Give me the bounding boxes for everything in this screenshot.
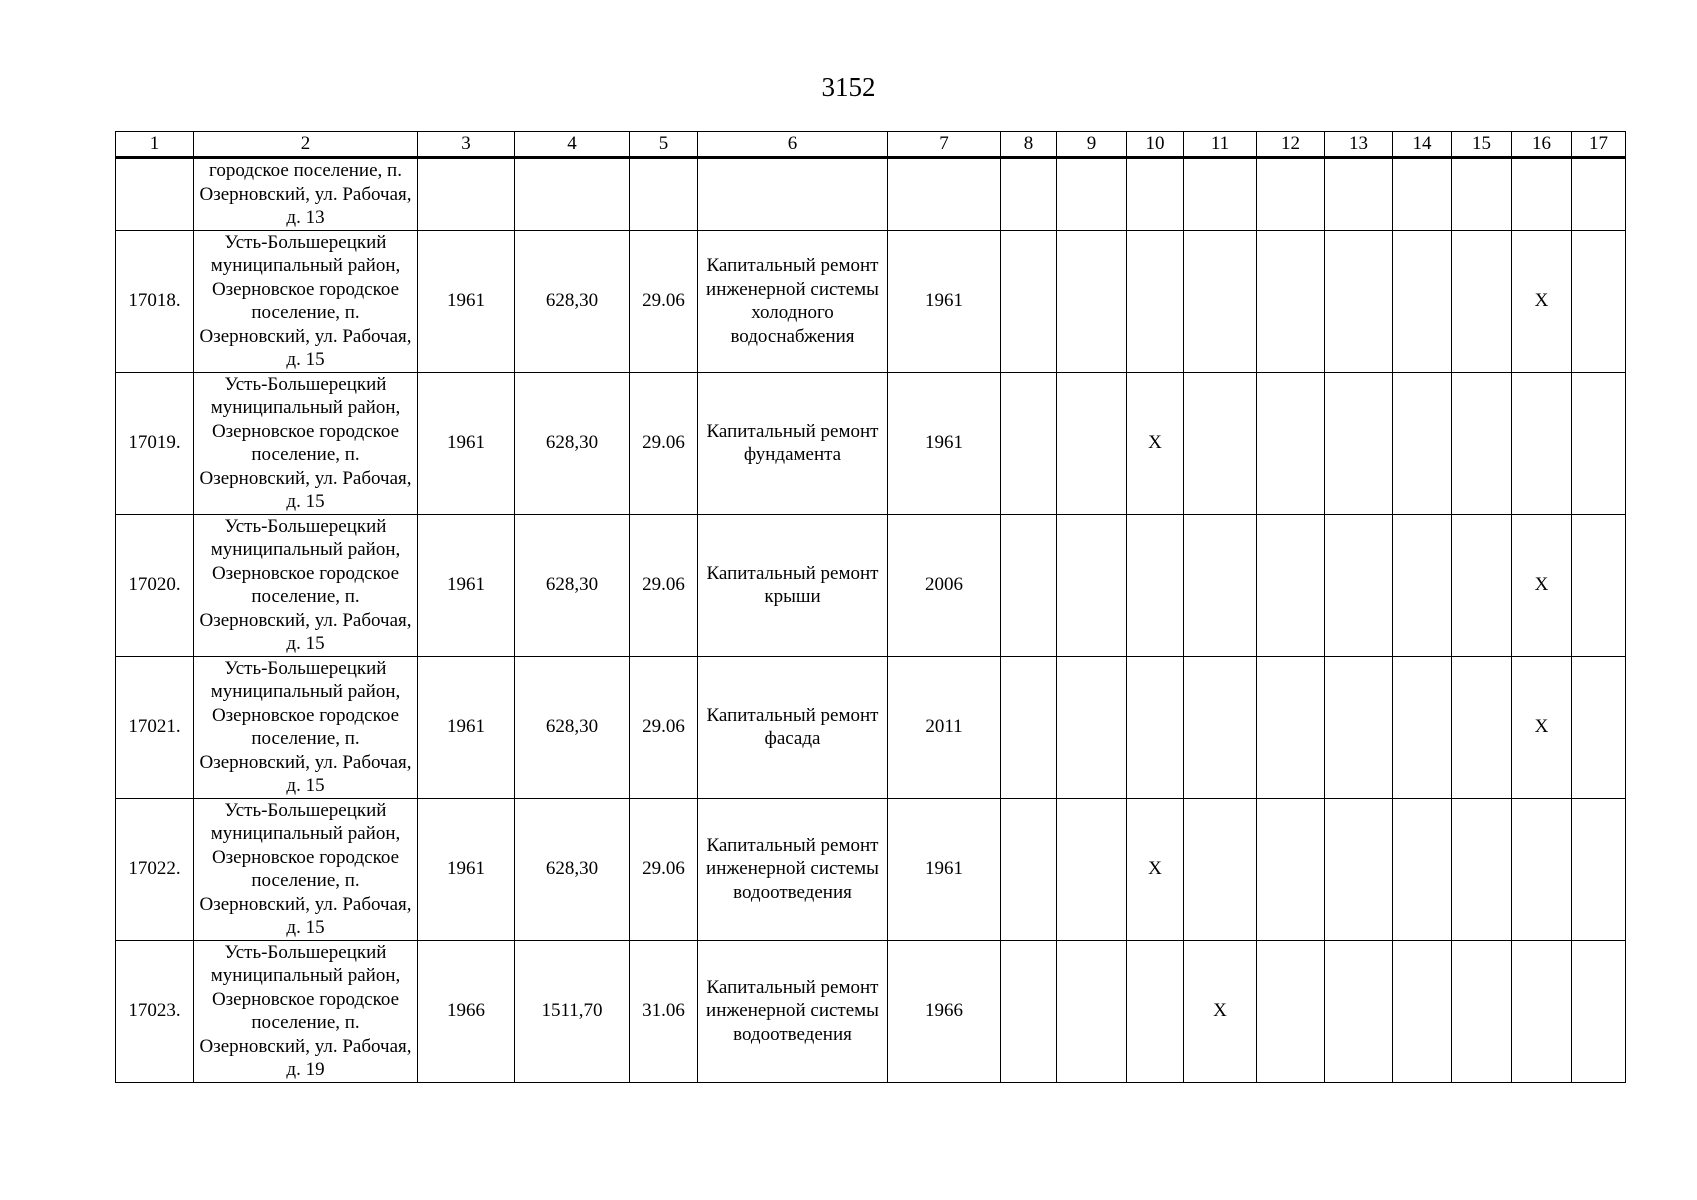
table-row [116, 656, 1626, 798]
last-repair-year-cell: 1961 [888, 798, 1001, 940]
wear-cell: 29.06 [630, 372, 698, 514]
last-repair-year-cell: 1961 [888, 230, 1001, 372]
period-cell [1325, 230, 1393, 372]
address-cell: Усть-Большерецкий муниципальный район, Озерновское городское поселение, п. Озерновский, ул. Рабочая, д. 15 [194, 514, 418, 656]
period-cell [1393, 798, 1452, 940]
period-cell [1325, 158, 1393, 231]
period-cell [1257, 372, 1325, 514]
column-header: 3 [418, 132, 515, 158]
period-cell [1184, 798, 1257, 940]
area-cell: 628,30 [515, 656, 630, 798]
work-type-cell: Капитальный ремонт инженерной системы холодного водоснабжения [698, 230, 888, 372]
address-cell: Усть-Большерецкий муниципальный район, Озерновское городское поселение, п. Озерновский, ул. Рабочая, д. 15 [194, 372, 418, 514]
period-cell [1325, 798, 1393, 940]
period-cell [1184, 372, 1257, 514]
period-cell [1572, 230, 1626, 372]
last-repair-year-cell [888, 158, 1001, 231]
period-cell [1393, 158, 1452, 231]
last-repair-year-cell: 2011 [888, 656, 1001, 798]
period-cell: X [1512, 230, 1572, 372]
period-cell [1257, 514, 1325, 656]
column-header: 6 [698, 132, 888, 158]
period-cell [1452, 940, 1512, 1082]
repair-registry-table [115, 131, 1626, 1083]
period-cell [1452, 230, 1512, 372]
period-cell [1001, 940, 1057, 1082]
period-cell [1512, 798, 1572, 940]
table-row [116, 798, 1626, 940]
address-cell: Усть-Большерецкий муниципальный район, Озерновское городское поселение, п. Озерновский, ул. Рабочая, д. 19 [194, 940, 418, 1082]
area-cell: 628,30 [515, 372, 630, 514]
column-header: 4 [515, 132, 630, 158]
period-cell [1452, 656, 1512, 798]
period-cell: X [1512, 656, 1572, 798]
last-repair-year-cell: 1961 [888, 372, 1001, 514]
row-number-cell: 17020. [116, 514, 194, 656]
year-built-cell [418, 158, 515, 231]
period-cell [1057, 372, 1127, 514]
period-cell: X [1184, 940, 1257, 1082]
period-cell [1512, 940, 1572, 1082]
column-header: 11 [1184, 132, 1257, 158]
column-header: 14 [1393, 132, 1452, 158]
period-cell [1184, 230, 1257, 372]
row-number-cell: 17022. [116, 798, 194, 940]
column-header: 5 [630, 132, 698, 158]
period-cell [1001, 372, 1057, 514]
period-cell [1452, 158, 1512, 231]
wear-cell [630, 158, 698, 231]
period-cell [1057, 514, 1127, 656]
period-cell [1057, 230, 1127, 372]
year-built-cell: 1966 [418, 940, 515, 1082]
period-cell [1127, 514, 1184, 656]
year-built-cell: 1961 [418, 514, 515, 656]
row-number-cell: 17018. [116, 230, 194, 372]
column-header: 9 [1057, 132, 1127, 158]
address-cell: Усть-Большерецкий муниципальный район, Озерновское городское поселение, п. Озерновский, ул. Рабочая, д. 15 [194, 656, 418, 798]
period-cell [1452, 372, 1512, 514]
period-cell [1257, 940, 1325, 1082]
year-built-cell: 1961 [418, 798, 515, 940]
period-cell [1393, 230, 1452, 372]
column-header: 8 [1001, 132, 1057, 158]
period-cell [1452, 798, 1512, 940]
wear-cell: 29.06 [630, 656, 698, 798]
period-cell: X [1127, 798, 1184, 940]
period-cell [1393, 940, 1452, 1082]
period-cell [1057, 656, 1127, 798]
column-header: 13 [1325, 132, 1393, 158]
period-cell [1057, 798, 1127, 940]
year-built-cell: 1961 [418, 656, 515, 798]
page-number: 3152 [821, 72, 876, 102]
period-cell [1001, 230, 1057, 372]
work-type-cell: Капитальный ремонт фундамента [698, 372, 888, 514]
table-row [116, 372, 1626, 514]
area-cell: 628,30 [515, 514, 630, 656]
period-cell [1057, 158, 1127, 231]
column-header: 2 [194, 132, 418, 158]
address-cell: Усть-Большерецкий муниципальный район, Озерновское городское поселение, п. Озерновский, ул. Рабочая, д. 15 [194, 798, 418, 940]
area-cell: 628,30 [515, 230, 630, 372]
year-built-cell: 1961 [418, 230, 515, 372]
area-cell: 1511,70 [515, 940, 630, 1082]
period-cell [1057, 940, 1127, 1082]
period-cell: X [1127, 372, 1184, 514]
period-cell [1127, 158, 1184, 231]
period-cell [1001, 514, 1057, 656]
period-cell [1325, 514, 1393, 656]
work-type-cell: Капитальный ремонт крыши [698, 514, 888, 656]
period-cell [1184, 158, 1257, 231]
work-type-cell: Капитальный ремонт инженерной системы водоотведения [698, 798, 888, 940]
row-number-cell [116, 158, 194, 231]
period-cell [1572, 798, 1626, 940]
period-cell [1184, 514, 1257, 656]
wear-cell: 29.06 [630, 230, 698, 372]
period-cell [1325, 656, 1393, 798]
work-type-cell: Капитальный ремонт инженерной системы водоотведения [698, 940, 888, 1082]
period-cell [1184, 656, 1257, 798]
column-header: 10 [1127, 132, 1184, 158]
column-header: 16 [1512, 132, 1572, 158]
period-cell [1572, 656, 1626, 798]
column-header: 7 [888, 132, 1001, 158]
row-number-cell: 17023. [116, 940, 194, 1082]
period-cell [1001, 656, 1057, 798]
row-number-cell: 17021. [116, 656, 194, 798]
column-header: 17 [1572, 132, 1626, 158]
wear-cell: 29.06 [630, 798, 698, 940]
year-built-cell: 1961 [418, 372, 515, 514]
period-cell [1393, 656, 1452, 798]
period-cell [1325, 940, 1393, 1082]
period-cell [1572, 940, 1626, 1082]
period-cell [1512, 372, 1572, 514]
table-row [116, 940, 1626, 1082]
area-cell [515, 158, 630, 231]
work-type-cell: Капитальный ремонт фасада [698, 656, 888, 798]
work-type-cell [698, 158, 888, 231]
wear-cell: 31.06 [630, 940, 698, 1082]
table-row [116, 514, 1626, 656]
period-cell [1572, 158, 1626, 231]
period-cell [1127, 940, 1184, 1082]
period-cell [1127, 656, 1184, 798]
area-cell: 628,30 [515, 798, 630, 940]
period-cell [1572, 372, 1626, 514]
period-cell [1452, 514, 1512, 656]
period-cell [1001, 158, 1057, 231]
last-repair-year-cell: 1966 [888, 940, 1001, 1082]
period-cell [1325, 372, 1393, 514]
period-cell [1257, 230, 1325, 372]
period-cell [1257, 798, 1325, 940]
period-cell [1001, 798, 1057, 940]
table-row [116, 158, 1626, 231]
row-number-cell: 17019. [116, 372, 194, 514]
column-number-row [116, 132, 1626, 158]
period-cell [1127, 230, 1184, 372]
period-cell [1512, 158, 1572, 231]
period-cell [1393, 372, 1452, 514]
column-header: 1 [116, 132, 194, 158]
period-cell [1257, 158, 1325, 231]
last-repair-year-cell: 2006 [888, 514, 1001, 656]
period-cell [1393, 514, 1452, 656]
table-row [116, 230, 1626, 372]
column-header: 12 [1257, 132, 1325, 158]
address-cell: Усть-Большерецкий муниципальный район, Озерновское городское поселение, п. Озерновский, ул. Рабочая, д. 15 [194, 230, 418, 372]
period-cell: X [1512, 514, 1572, 656]
period-cell [1572, 514, 1626, 656]
address-cell: городское поселение, п. Озерновский, ул. Рабочая, д. 13 [194, 158, 418, 231]
column-header: 15 [1452, 132, 1512, 158]
wear-cell: 29.06 [630, 514, 698, 656]
period-cell [1257, 656, 1325, 798]
